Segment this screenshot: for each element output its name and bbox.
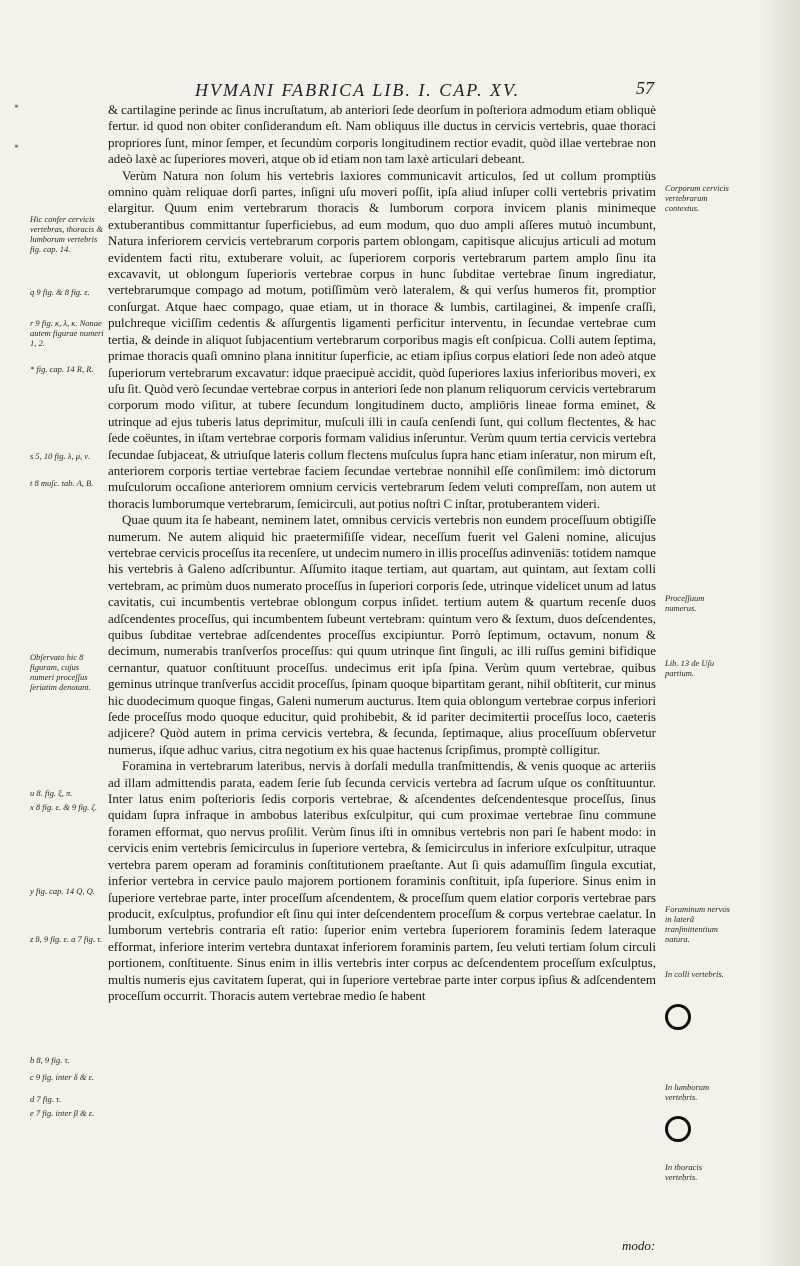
margin-note: Lib. 13 de Uſu partium. (665, 658, 715, 678)
margin-note: Proceſſuum numerus. (665, 593, 705, 613)
margin-note: y fig. cap. 14 Q, Q. (30, 886, 95, 896)
margin-note: r 9 fig. κ, λ, κ. Nonae autem figurae numeri 1, 2. (30, 318, 104, 348)
foramen-diagram-neck (665, 1004, 691, 1030)
catchword: modo: (622, 1238, 656, 1253)
page-edge-shadow (760, 0, 800, 1266)
main-text (108, 102, 656, 1004)
margin-note: x 8 fig. ε. & 9 fig. ζ. (30, 802, 97, 812)
margin-note: In thoracis vertebris. (665, 1162, 703, 1182)
paragraph: Foramina in vertebrarum lateribus, nervis à dorſali medulla tranſmittendis, & venis quoque ac arteriis ad illam admittendis parata, eadem ſerie ſub ſecunda cervicis vertebra ad ſacrum uſque os conſtituuntur. Inter latus enim poſterioris ſedis corporis vertebrae, & aſcendentes deſcendentesque proceſſus, ſinus quidam ſupra infraque in ambobus lateribus exſculpitur, qui cum proximae vertebrae ſinu commune foramen efformat, quo nervus proſilit. Verùm ſinus iſti in omnibus vertebris non pari ſe habent modo: in cervicis enim vertebris ſemicirculus in ſuperiore vertebra, & ſemicirculus in inferiore exſculpitur, utraque vertebra parem operam ad foraminis conſtitutionem praeſtante. Aut ſi quis adamuſſim ſingula excutiat, inferior vertebra in cervice paulo majorem portionem foraminis conſtituit, ipſa ſuperiore. Sinus enim in ſuperiore vertebrae parte, inter proceſſum aſcendentem, & proceſſum quem elatior corporis vertebrae pars producit, exſculptus, profundior eſt ſinu qui inter deſcendentem proceſſum & corpus vertebrae caelatur. In lumborum vertebris contraria eſt ratio: ſuperior enim vertebra ſuperiorem foraminis ſedem lateraque efformat, inferiore interim vertebra duntaxat inferiorem foraminis partem, ſeu veluti tertiam ſolum circuli portionem, conſtituente. Sinus enim in illis vertebris inter corpus ac deſcendentem proceſſum exſculptus, multis numeris ejus cavitatem ſuperat, qui in ſuperiore vertebrae parte inter corpus ipſius & adſcendentem proceſſum occurrit. Thoracis autem vertebrae medio ſe habent (108, 758, 656, 1003)
running-title: HVMANI FABRICA LIB. I. CAP. XV. (195, 80, 521, 100)
paragraph: Verùm Natura non ſolum his vertebris laxiores communicavit articulos, ſed ut collum promptiùs omnino quàm reliquae dorſi partes, inſigni uſu moveri poſſit, ipſa aliud inſuper colli vertebris privatim elargitur. Quum enim vertebrarum thoracis & lumborum corpora invicem planis minimeque extuberantibus committantur ſuperficiebus, ad eum modum, quo duo ampli aſſeres mutuò incumbunt, Natura inferiorem cervicis vertebrarum corporis partem oblongam, capitisque alicujus articuli ad motum evidentem facti ritu, extuberare voluit, ac ſuperiorem corporis vertebrarum partem amplo ſinu ita excavavit, ut oblongum ſuperioris vertebrae corpus in hunc ſubditae vertebrae ſinum ingrediatur, vertebrarumque compago ad motum, potiſſimùm verò lateralem, & qui verſus humeros fit, promptior conſurgat. Atque haec compago, quae etiam, ut in thorace & lumbis, cartilaginei, & impenſe craſſi, pulchreque viciſſim cedentis & aſſurgentis ligamenti perficitur interventu, in ſecundae vertebrae cum tertia, & deinde in aliquot ſubjacentium vertebrarum corporibus magis eſt conſpicua. Colli autem ſeptima, primae thoracis quaſi omnino plana innititur ſuperficie, ac etiam ipſius corpus elatiori ſede non adeò atque ſuperiorum vertebrarum excavatur: idque praecipuè accidit, quòd ſuperiores laxius inferioribus moveri, ex uſu ſit. Quòd verò ſecundae vertebrae corpus in anteriori ſede non planum reliquorum cervicis vertebrarum corporum modo viſitur, at tubere ſecundum longitudinem ducto, ampliōris lineae forma eminet, & utrinque ad ejus tuberis latus deprimitur, muſculi illi in cauſa cenſendi ſunt, qui collum flectentes, & hac ſede coëuntes, in iſtam vertebrae corporis formam validius inſeruntur. Verùm quum tertia cervicis vertebra ſecundae ſubjaceat, & utriuſque lateris collum flectens muſculus ſupra hanc etiam inſeratur, non mirum eſt, anteriorem corporis tertiae vertebrae faciem ſecundae vertebrae nonnihil eſſe conſimilem: imò dictorum muſculorum occaſione anteriorem omnium cervicis vertebrarum ſedem veluti compreſſam, non autem ut thoracis lumborumque vertebrarum, ſemicirculi, aut potius noſtri C inſtar, protuberantem videri. (108, 167, 656, 511)
margin-note: u 8. fig. ξ, π. (30, 788, 73, 798)
margin-note: Corporum cervicis vertebrarum contextus. (665, 183, 729, 213)
margin-note: b 8, 9 fig. τ. (30, 1055, 70, 1065)
margin-note: Foraminum nervos in laterâ tranſmittentium natura. (665, 904, 730, 944)
margin-note: * fig. cap. 14 R, R. (30, 364, 94, 374)
margin-dot: • (14, 100, 19, 115)
margin-note: In colli vertebris. (665, 969, 724, 979)
margin-note: Hic confer cervicis vertebras, thoracis & lumborum vertebris fig. cap. 14. (30, 214, 103, 254)
margin-note: c 9 fig. inter δ & ε. (30, 1072, 94, 1082)
margin-note: In lumborum vertebris. (665, 1082, 710, 1102)
foramen-diagram-lumbar (665, 1116, 691, 1142)
margin-dot: • (14, 140, 19, 155)
paragraph: Quae quum ita ſe habeant, neminem latet, omnibus cervicis vertebris non eundem proceſſuum obtigiſſe numerum. Ne autem aliquid hic praetermiſiſſe videar, neceſſum fuerit vel Galeni nomine, alicujus vertebrae cervicis proceſſus ita recenſere, ut undecim numero in illis proceſſus adinveniās: totidem namque his vertebris à Galeno adſcribuntur. Aſſumito itaque tertiam, aut quartam, aut quintam, aut ſextam colli vertebram, ac primùm duos numerato proceſſus in ſuperiori corporis ſede, utrinque videlicet unum ad latus cavitatis, cui incumbentis vertebrae oblongum corpus inſidet. tertium autem & quartum recenſe duos adſcendentes proceſſus, qui incumbentem ſubeunt vertebram: quintum vero & ſextum, duos deſcendentes, quibus ſubditae vertebrae adſcendentes proceſſus excipiuntur. Porrò ſeptimum, octavum, nonum & decimum, numerabis tranſverſos proceſſus: qui quum utrinque ſint ſinguli, ac illi ruſſus gemini bifidique cernantur, quatuor conſtituunt proceſſus. undecimus erit ipſa ſpina. Verùm quum vertebrae, quibus geminus utrinque tranſverſus accidit proceſſus, ſpinam quoque bipartitam gerant, nihil obſtiterit, cur minus hic duodecimum quoque fingas, Galeni numerum aucturus. Item quia oblongum vertebrae corpus inferiori ſede proceſſus modo quoque educitur, quid prohibebit, & id pariter decimitertii proceſſus loco, caeteris adjicere? Quòd autem in prima cervicis vertebra, & ſecunda, ſeptimaque, alius proceſſuum obſervetur numerus, iſque adhuc varius, citra negotium ex his quae hactenus ſcripſimus, promptè colligitur. (108, 512, 656, 757)
margin-note: q 9 fig. & 8 fig. ε. (30, 287, 90, 297)
margin-note: z 8, 9 fig. ε. a 7 fig. τ. (30, 934, 103, 944)
margin-note: d 7 fig. τ. (30, 1094, 62, 1104)
page-number: 57 (636, 78, 654, 98)
margin-note: Obſervato hic 8 figuram, cujus numeri proceſſus ſeriatim denotant. (30, 652, 91, 692)
margin-note: e 7 fig. inter β & ε. (30, 1108, 95, 1118)
paragraph: & cartilagine perinde ac ſinus incruſtatum, ab anteriori ſede deorſum in poſteriora admodum etiam obliquè fertur. id quod non obiter conſiderandum eſt. Nam obliquus ille ductus in cervicis vertebris, quae thoraci propriores ſunt, minor ſemper, et ſecundùm corporis longitudinem rectior evadit, quòd illae vertebrae non adeò laxè ac ſuperiores moveri, atque ob id etiam non tam laxè articulari debeant. (108, 102, 656, 167)
margin-note: s 5, 10 fig. λ, μ, ν. (30, 451, 91, 461)
margin-note: t 8 muſc. tab. A, B. (30, 478, 94, 488)
